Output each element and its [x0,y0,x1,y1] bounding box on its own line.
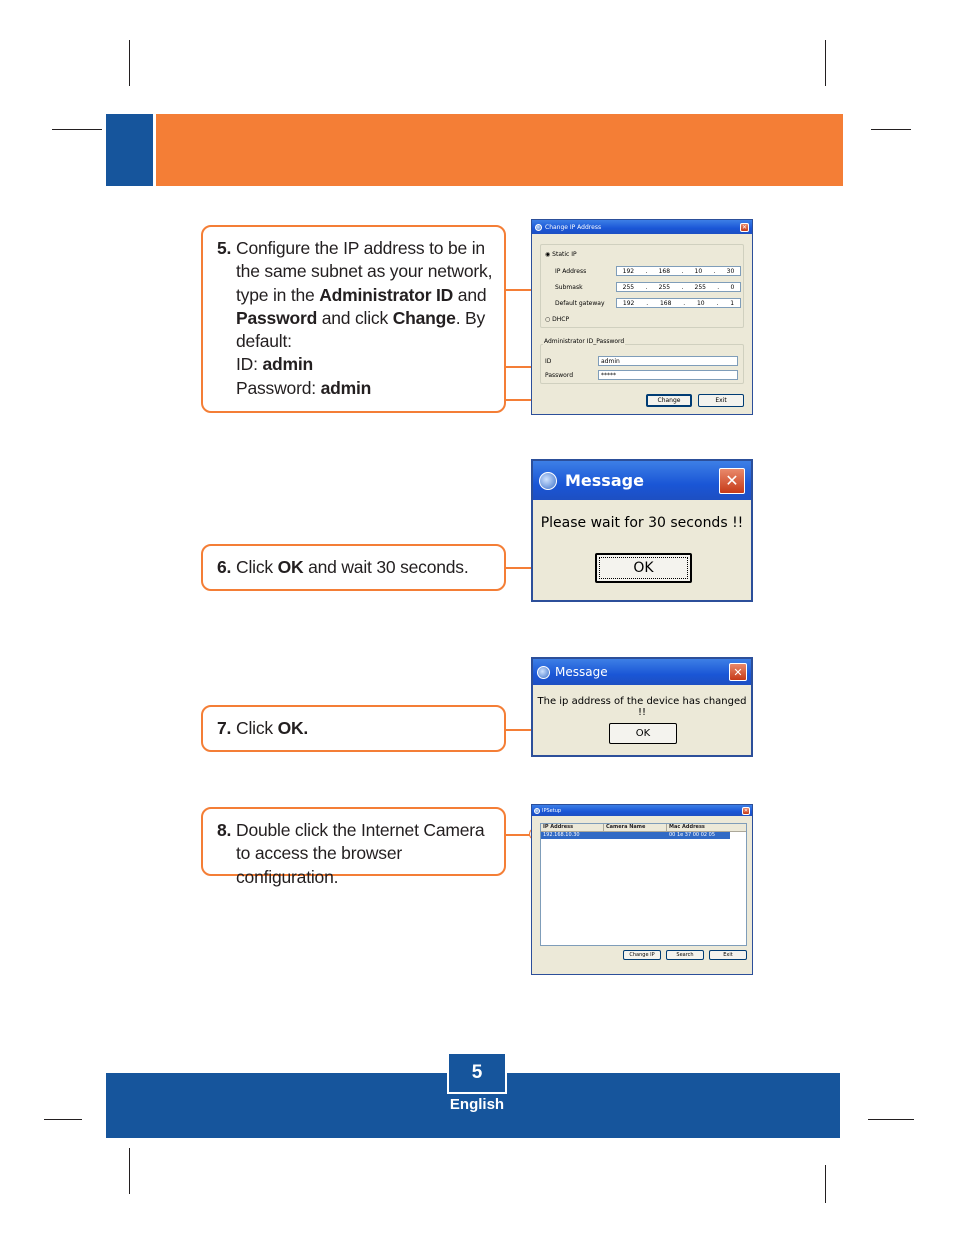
step-text: Click [236,718,278,738]
octet: 255 [622,283,635,291]
title-bar [532,220,752,234]
step-bold-text: Administrator ID [319,284,454,305]
crop-mark [129,1148,130,1194]
crop-mark [129,40,130,86]
change-ip-window [531,219,753,415]
mac-cell: 00 1e 37 00 02 05 [669,832,716,838]
id-label: ID: [236,354,263,375]
step-number: 6. [217,557,232,577]
app-icon [539,472,557,490]
app-icon [537,666,550,679]
message-text: The ip address of the device has changed !! [537,696,747,718]
title-bar [532,805,752,816]
octet: 192 [622,299,635,307]
exit-button[interactable]: Exit [698,394,744,407]
close-icon[interactable]: ✕ [741,223,748,231]
id-value: admin [262,354,313,375]
window-title: Message [555,665,608,679]
octet: 1 [730,299,735,307]
step-7-text [236,717,494,740]
page-number: 5 [447,1052,507,1094]
password-label: Password: [236,377,321,398]
step-bold-text: Password [236,307,318,328]
table-row[interactable] [541,832,730,839]
ip-cell: 192.168.10.30 [543,832,580,838]
id-field-value: admin [601,357,620,365]
change-button[interactable]: Change [646,394,692,407]
exit-button[interactable]: Exit [709,950,747,960]
password-value: admin [320,377,372,398]
dhcp-radio[interactable]: ○ DHCP [545,316,570,323]
gateway-label: Default gateway [555,300,605,307]
app-icon [535,224,542,231]
wait-message-window [531,459,753,602]
window-title: Message [565,471,644,490]
step-number: 5. [217,238,232,258]
static-ip-radio[interactable]: ◉ Static IP [545,251,577,258]
gateway-field[interactable]: 192 . 168 . 10 . 1 [616,298,741,308]
step-8-callout [201,807,506,887]
step-bold-text: OK. [277,718,309,738]
step-8-text: Double click the Internet Camera to access the browser configuration. [236,820,485,887]
password-field-value: ***** [601,371,616,379]
message-text: Please wait for 30 seconds !! [540,515,744,531]
step-6-callout [201,544,506,591]
step-7-callout [201,705,506,752]
column-header-mac[interactable]: Mac Address [669,824,705,830]
close-icon[interactable]: ✕ [729,663,747,681]
step-text: Click [236,557,278,577]
camera-list[interactable] [540,823,747,946]
step-5-callout [201,225,506,413]
step-5-text [236,237,494,400]
window-title: IPSetup [542,807,562,814]
octet: 30 [726,267,735,275]
octet: 168 [658,267,671,275]
octet: 10 [696,299,705,307]
step-bold-text: Change [392,307,456,328]
crop-mark [52,129,102,130]
close-icon[interactable]: ✕ [743,807,749,814]
password-field-label: Password [545,372,574,379]
title-bar [533,461,751,500]
id-field-label: ID [545,358,552,365]
ok-button[interactable]: OK [609,723,677,744]
step-bold-text: OK [277,557,304,577]
step-6-text [236,556,494,579]
step-text: . By default: [236,307,486,352]
crop-mark [825,40,826,86]
changed-message-window [531,657,753,757]
column-header-ip[interactable]: IP Address [541,824,604,831]
admin-group-label: Administrator ID_Password [544,338,625,345]
submask-label: Submask [555,284,583,291]
window-title: Change IP Address [545,223,602,231]
language-label: English [449,1096,505,1113]
ip-address-label: IP Address [555,268,587,275]
dhcp-label: DHCP [552,316,570,323]
crop-mark [871,129,911,130]
ip-address-field[interactable]: 192 . 168 . 10 . 30 [616,266,741,276]
step-number: 7. [217,718,232,738]
step-number: 8. [217,820,232,840]
ok-button[interactable]: OK [595,553,692,583]
octet: 168 [659,299,672,307]
header-orange-banner [156,114,843,186]
submask-field[interactable]: 255 . 255 . 255 . 0 [616,282,741,292]
password-field[interactable] [598,370,738,380]
title-bar [533,659,751,685]
id-field[interactable] [598,356,738,366]
step-text: and [453,284,487,305]
crop-mark [825,1165,826,1203]
header-blue-block [106,114,153,186]
camera-name-cell [604,832,667,839]
static-ip-label: Static IP [552,251,577,258]
octet: 255 [694,283,706,291]
step-text: Configure the IP address to be in the same subnet as your network, type in the [236,238,493,305]
octet: 0 [730,283,735,291]
ipsetup-window [531,804,753,975]
step-text: and click [317,307,393,328]
octet: 10 [694,267,703,275]
close-icon[interactable]: ✕ [719,468,745,494]
crop-mark [44,1119,82,1120]
change-ip-button[interactable]: Change IP [623,950,661,960]
search-button[interactable]: Search [666,950,704,960]
list-header [541,824,746,832]
column-header-camera-name[interactable]: Camera Name [604,824,667,831]
app-icon [534,808,540,814]
step-text: and wait 30 seconds. [303,557,469,577]
octet: 255 [658,283,671,291]
crop-mark [868,1119,914,1120]
octet: 192 [622,267,635,275]
